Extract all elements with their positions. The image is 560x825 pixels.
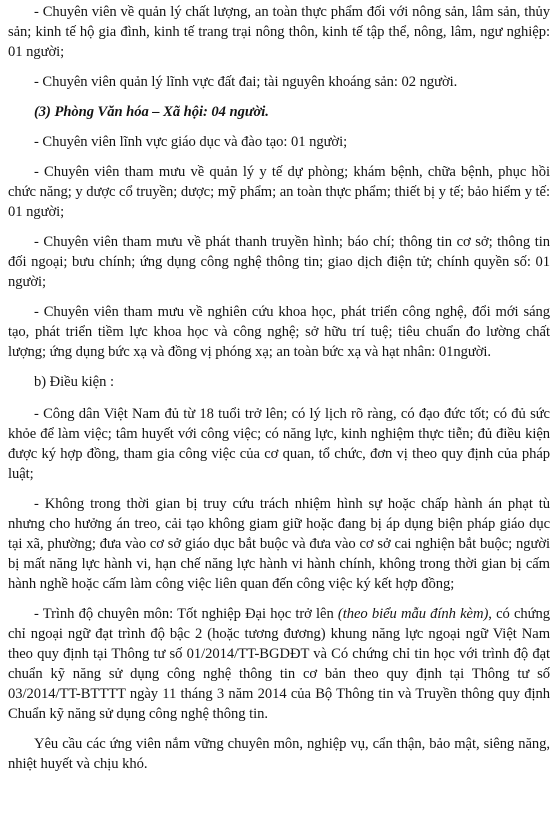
subsection-conditions: b) Điều kiện : xyxy=(34,374,114,390)
paragraph-information: - Chuyên viên tham mưu về phát thanh truyền hình; báo chí; thông tin cơ sở; thông tin đối ngoại; bưu chính; ứng dụng công nghệ thông tin; giao dịch điện tử; chính quyền số: 01 người; xyxy=(8,234,550,290)
paragraph-education: - Chuyên viên lĩnh vực giáo dục và đào tạo: 01 người; xyxy=(34,134,348,150)
paragraph-land-resources: - Chuyên viên quản lý lĩnh vực đất đai; tài nguyên khoáng sản: 02 người. xyxy=(34,74,458,90)
section-heading-culture-society: (3) Phòng Văn hóa – Xã hội: 04 người. xyxy=(34,104,269,120)
qualification-text-end: , có chứng chỉ ngoại ngữ đạt trình độ bậc 2 (hoặc tương đương) khung năng lực ngoại ngữ Việt Nam theo quy định tại Thông tư số 01/2014/TT-BGDĐT và Có chứng chỉ tin học với trình độ đạt chuẩn kỹ năng sử dụng công nghệ thông tin cơ bản theo quy định tại Thông tư số 03/2014/TT-BTTTT ngày 11 tháng 3 năm 2014 của Bộ Thông tin và Truyền thông quy định Chuẩn kỹ năng sử dụng công nghệ thông tin. xyxy=(8,606,550,722)
paragraph-citizen-requirements: - Công dân Việt Nam đủ từ 18 tuổi trở lên; có lý lịch rõ ràng, có đạo đức tốt; có đủ sức khỏe để làm việc; tâm huyết với công việc; có năng lực, kinh nghiệm thực tiễn; đủ điều kiện được ký hợp đồng, tham gia công việc của cơ quan, tổ chức, đơn vị theo quy định của pháp luật; xyxy=(8,406,550,482)
paragraph-legal-requirements: - Không trong thời gian bị truy cứu trách nhiệm hình sự hoặc chấp hành án phạt tù nhưng cho hưởng án treo, cải tạo không giam giữ hoặc đang bị áp dụng biện pháp giáo dục tại xã, phường; đưa vào cơ sở giáo dục bắt buộc và đưa vào cơ sở cai nghiện bắt buộc; người bị mất năng lực hành vi, hạn chế năng lực hành vi hành chính, không trong thời gian bị cấm hành nghề hoặc cấm làm công việc liên quan đến công việc ký kết hợp đồng; xyxy=(8,496,550,592)
paragraph-qualification xyxy=(8,604,550,724)
qualification-text-start: - Trình độ chuyên môn: Tốt nghiệp Đại học trở lên xyxy=(34,606,338,622)
paragraph-health: - Chuyên viên tham mưu về quản lý y tế dự phòng; khám bệnh, chữa bệnh, phục hồi chức năng; y dược cổ truyền; dược; mỹ phẩm; an toàn thực phẩm; thiết bị y tế; bảo hiểm y tế: 01 người; xyxy=(8,164,550,220)
paragraph-science-technology: - Chuyên viên tham mưu về nghiên cứu khoa học, phát triển công nghệ, đổi mới sáng tạo, phát triển tiềm lực khoa học và công nghệ; sở hữu trí tuệ; tiêu chuẩn đo lường chất lượng; ứng dụng bức xạ và đồng vị phóng xạ; an toàn bức xạ và hạt nhân: 01người. xyxy=(8,304,550,360)
paragraph-quality-food-safety: - Chuyên viên về quản lý chất lượng, an toàn thực phẩm đối với nông sản, lâm sản, thủy sản; kinh tế hộ gia đình, kinh tế trang trại nông thôn, kinh tế tập thể, nông, lâm, ngư nghiệp: 01 người; xyxy=(8,4,550,60)
qualification-note: (theo biểu mẫu đính kèm) xyxy=(337,606,489,622)
paragraph-candidate-expectations: Yêu cầu các ứng viên nắm vững chuyên môn, nghiệp vụ, cẩn thận, bảo mật, siêng năng, nhiệt huyết và chịu khó. xyxy=(8,736,550,772)
